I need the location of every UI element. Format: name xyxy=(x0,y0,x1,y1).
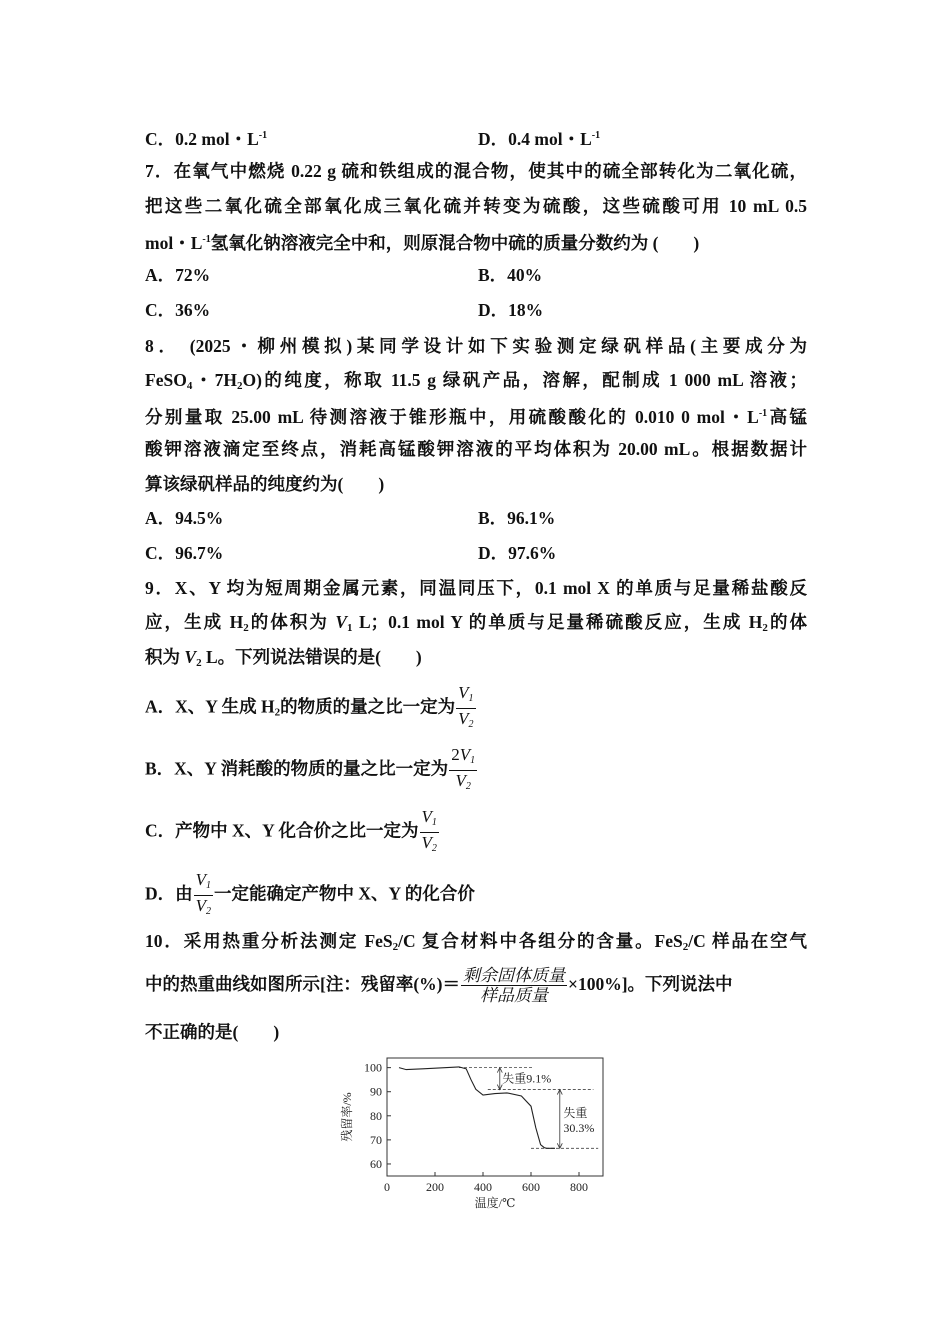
annotation-label: 失重9.1% xyxy=(502,1071,552,1086)
x-tick-label: 400 xyxy=(474,1180,492,1194)
q8-line4: 酸钾溶液滴定至终点，消耗高锰酸钾溶液的平均体积为 20.00 mL。根据数据计 xyxy=(145,439,807,459)
q9-line3: 积为 $V_2$ L。下列说法错误的是( ) xyxy=(145,647,422,669)
q10-line1: 10．采用热重分析法测定 FeS$_2$/C 复合材料中各组分的含量。FeS$_2$/C 样品在空气 xyxy=(145,931,807,953)
q8-line3: 分别量取 25.00 mL 待测溶液于锥形瓶中，用硫酸酸化的 0.010 0 mol・$L^{-1}$高锰 xyxy=(145,407,807,427)
x-tick-label: 600 xyxy=(522,1180,540,1194)
q7-option-d: D．18% xyxy=(478,300,544,320)
x-tick-label: 800 xyxy=(570,1180,588,1194)
fraction-2v1-v2: $\frac{2V_1}{V_2}$ xyxy=(449,745,477,796)
annotation-label: 30.3% xyxy=(563,1120,595,1135)
x-tick-label: 200 xyxy=(426,1180,444,1194)
q9-option-b: B．X、Y 消耗酸的物质的量之比一定为 $\frac{2V_1}{V_2}$ xyxy=(145,745,478,796)
q8-option-c: C．96.7% xyxy=(145,543,224,563)
q9-option-a: A．X、Y 生成 $H_2$的物质的量之比一定为 $\frac{V_1}{V_2}$ xyxy=(145,683,477,735)
q9-option-d: D．由 $\frac{V_1}{V_2}$ 一定能确定产物中 X、Y 的化合价 xyxy=(145,870,475,921)
y-tick-label: 70 xyxy=(370,1132,382,1147)
q8-line5: 算该绿矾样品的纯度约为( ) xyxy=(145,474,385,494)
y-tick-label: 80 xyxy=(370,1108,382,1123)
q8-option-a: A．94.5% xyxy=(145,508,224,528)
y-axis-label: 残留率/% xyxy=(340,1092,354,1142)
x-axis-label: 温度/℃ xyxy=(474,1196,516,1210)
fraction-v1-v2: $\frac{V_1}{V_2}$ xyxy=(456,683,475,734)
q7-option-c: C．36% xyxy=(145,300,211,320)
x-tick-label: 0 xyxy=(384,1180,390,1194)
q7-option-b: B．40% xyxy=(478,265,543,285)
q8-line2: FeSO$_4$・$7H_2O$)的纯度，称取 11.5 g 绿矾产品，溶解，配制成 1 000 mL 溶液； xyxy=(145,370,807,392)
q7-line1: 7．在氧气中燃烧 0.22 g 硫和铁组成的混合物，使其中的硫全部转化为二氧化硫， xyxy=(145,161,807,181)
y-tick-label: 90 xyxy=(370,1084,382,1099)
fraction-v1-v2: $\frac{V_1}{V_2}$ xyxy=(194,870,213,921)
q8-option-b: B．96.1% xyxy=(478,508,556,528)
q10-line3: 不正确的是( ) xyxy=(145,1022,280,1042)
q9-option-c: C．产物中 X、Y 化合价之比一定为 $\frac{V_1}{V_2}$ xyxy=(145,807,440,858)
q9-line2: 应，生成 $H_2$的体积为 $V_1$ L；0.1 mol Y 的单质与足量稀硫酸反应，生成 $H_2$的体 xyxy=(145,612,808,634)
q7-option-a: A．72% xyxy=(145,265,211,285)
y-tick-label: 100 xyxy=(364,1060,382,1075)
q7-line2: 把这些二氧化硫全部氧化成三氧化硫并转变为硫酸，这些硫酸可用 10 mL 0.5 xyxy=(145,196,807,216)
y-tick-label: 60 xyxy=(370,1156,382,1171)
q8-line1: 8． (2025・柳州模拟)某同学设计如下实验测定绿矾样品(主要成分为 xyxy=(145,336,807,356)
q10-line2: 中的热重曲线如图所示[注：残留率(%)＝ $\frac{\text{剩余固体质量}}{\text{样品质量}}$ ×100%]。下列说法中 xyxy=(145,966,733,1006)
q9-line1: 9．X、Y 均为短周期金属元素，同温同压下，0.1 mol X 的单质与足量稀盐酸反 xyxy=(145,578,807,598)
q6-option-c: C．0.2 mol・$L^{-1}$ xyxy=(145,129,268,149)
thermogravimetric-chart xyxy=(330,1055,620,1215)
fraction-v1-v2: $\frac{V_1}{V_2}$ xyxy=(420,807,439,858)
fraction-residual-rate: $\frac{\text{剩余固体质量}}{\text{样品质量}}$ xyxy=(462,966,565,1006)
q8-option-d: D．97.6% xyxy=(478,543,557,563)
annotation-label: 失重 xyxy=(563,1105,588,1120)
q6-option-d: D．0.4 mol・$L^{-1}$ xyxy=(478,129,601,149)
q7-line3: mol・$L^{-1}$氢氧化钠溶液完全中和，则原混合物中硫的质量分数约为 ( ) xyxy=(145,233,700,253)
